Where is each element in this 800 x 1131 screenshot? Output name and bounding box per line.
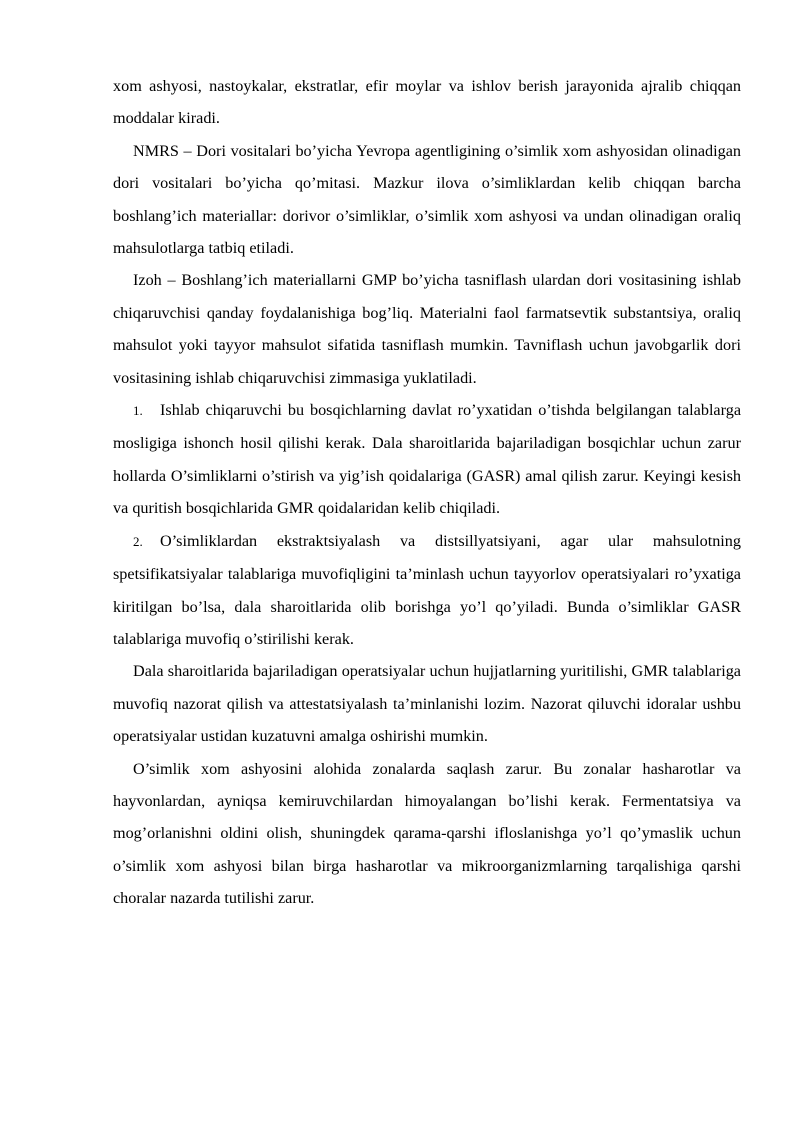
list-item-2-text: O’simliklardan ekstraktsiyalash va distsillyatsiyani, agar ular mahsulotning spetsifikatsiyalar talablariga muvofiqligini ta’minlash uchun tayyorlov operatsiyalari ro’yxatiga kiritilgan bo’lsa, dala sharoitlarida olib borishga yo’l qo’yiladi. Bunda o’simliklar GASR talablariga muvofiq o’stirilishi kerak. <box>113 531 741 648</box>
list-item-2-number: 2. <box>133 533 143 549</box>
list-item-1-number: 1. <box>133 403 143 419</box>
paragraph-field-operations: Dala sharoitlarida bajariladigan operatsiyalar uchun hujjatlarning yuritilishi, GMR talablariga muvofiq nazorat qilish va attestatsiyalash ta’minlanishi lozim. Nazorat qiluvchi idoralar ushbu operatsiyalar ustidan kuzatuvni amalga oshirishi mumkin. <box>113 662 741 746</box>
list-item-1-text: Ishlab chiqaruvchi bu bosqichlarning davlat ro’yxatidan o’tishda belgilangan talablarga mosligiga ishonch hosil qilishi kerak. Dala sharoitlarida bajariladigan bosqichlar uchun zarur hollarda O’simliklarni o’stirish va yig’ish qoidalariga (GASR) amal qilish zarur. Keyingi kesish va quritish bosqichlarida GMR qoidalaridan kelib chiqiladi. <box>113 401 741 518</box>
list-item-1 <box>113 394 741 525</box>
document-page <box>113 70 741 915</box>
paragraph-nmrs-definition: NMRS – Dori vositalari bo’yicha Yevropa agentligining o’simlik xom ashyosidan olinadigan dori vositalari bo’yicha qo’mitasi. Mazkur ilova o’simliklardan kelib chiqqan barcha boshlang’ich materiallar: dorivor o’simliklar, o’simlik xom ashyosi va undan olinadigan oraliq mahsulotlarga tatbiq etiladi. <box>113 141 741 258</box>
paragraph-note: Izoh – Boshlang’ich materiallarni GMP bo’yicha tasniflash ulardan dori vositasining ishlab chiqaruvchisi qanday foydalanishiga bog’liq. Materialni faol farmatsevtik substantsiya, oraliq mahsulot yoki tayyor mahsulot sifatida tasniflash mumkin. Tavniflash uchun javobgarlik dori vositasining ishlab chiqaruvchisi zimmasiga yuklatiladi. <box>113 271 741 387</box>
paragraph-storage: O’simlik xom ashyosini alohida zonalarda saqlash zarur. Bu zonalar hasharotlar va hayvonlardan, ayniqsa kemiruvchilardan himoyalangan bo’lishi kerak. Fermentatsiya va mog’orlanishni oldini olish, shuningdek qarama-qarshi ifloslanishga yo’l qo’ymaslik uchun o’simlik xom ashyosi bilan birga hasharotlar va mikroorganizmlarning tarqalishiga qarshi choralar nazarda tutilishi zarur. <box>113 759 741 908</box>
list-item-2 <box>113 525 741 656</box>
paragraph-continuation: xom ashyosi, nastoykalar, ekstratlar, efir moylar va ishlov berish jarayonida ajralib chiqqan moddalar kiradi. <box>113 77 741 128</box>
